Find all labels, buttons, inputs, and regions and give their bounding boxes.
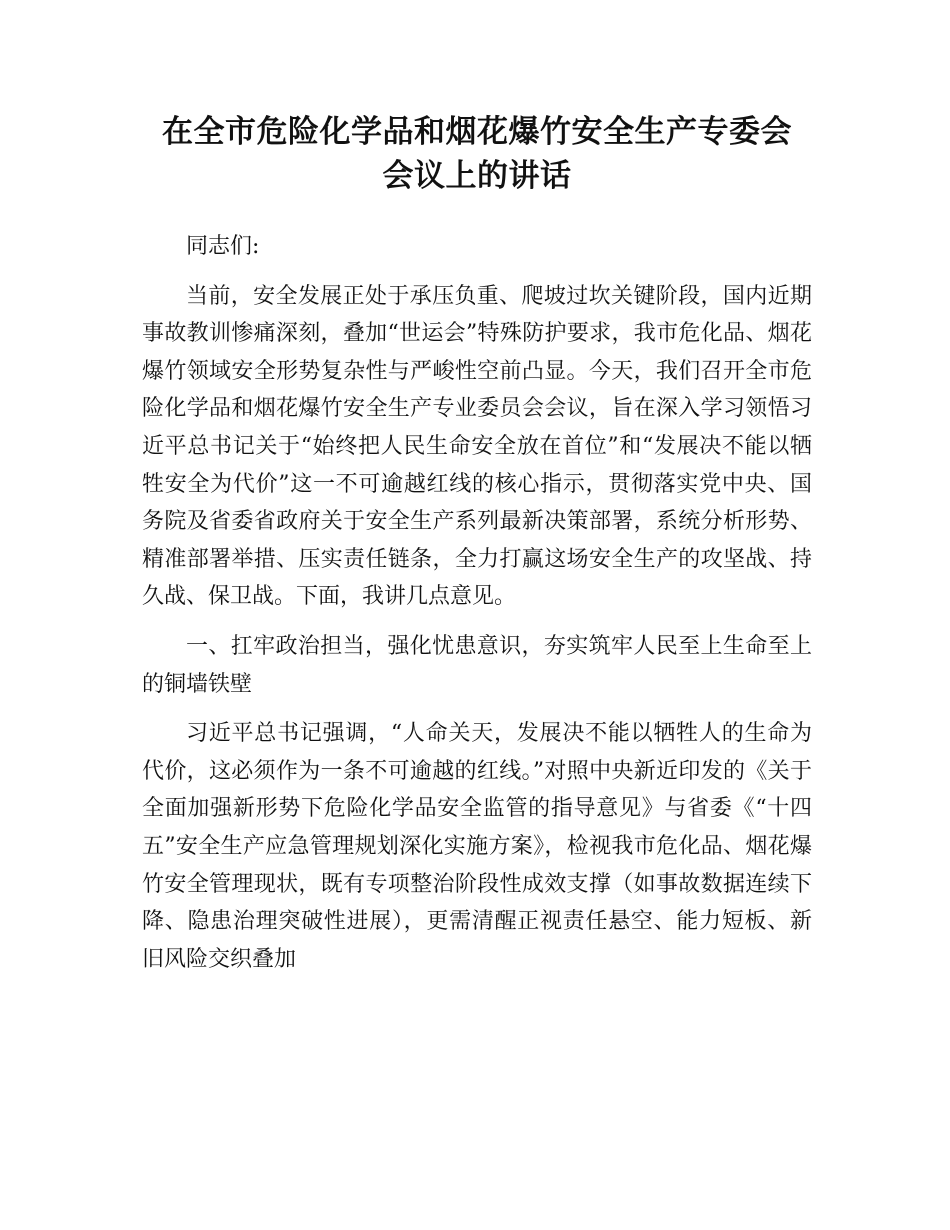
title-line-2: 会议上的讲话 [382,158,572,194]
document-body [142,228,812,978]
paragraph-section-1: 习近平总书记强调，“人命关天，发展决不能以牺牲人的生命为代价，这必须作为一条不可逾越的红线。”对照中央新近印发的《关于全面加强新形势下危险化学品安全监管的指导意见》与省委《“十四五”安全生产应急管理规划深化实施方案》，检视我市危化品、烟花爆竹安全管理现状，既有专项整治阶段性成效支撑（如事故数据连续下降、隐患治理突破性进展），更需清醒正视责任悬空、能力短板、新旧风险交织叠加 [142,721,812,972]
section-heading-1: 一、扛牢政治担当，强化忧患意识，夯实筑牢人民至上生命至上的铜墙铁壁 [142,633,812,697]
document-title [142,110,812,198]
document-page [142,110,812,978]
paragraph-intro: 当前，安全发展正处于承压负重、爬坡过坎关键阶段，国内近期事故教训惨痛深刻，叠加“世运会”特殊防护要求，我市危化品、烟花爆竹领域安全形势复杂性与严峻性空前凸显。今天，我们召开全市危险化学品和烟花爆竹安全生产专业委员会会议，旨在深入学习领悟习近平总书记关于“始终把人民生命安全放在首位”和“发展决不能以牺牲安全为代价”这一不可逾越红线的核心指示，贯彻落实党中央、国务院及省委省政府关于安全生产系列最新决策部署，系统分析形势、精准部署举措、压实责任链条，全力打赢这场安全生产的攻坚战、持久战、保卫战。下面，我讲几点意见。 [142,283,812,610]
title-line-1: 在全市危险化学品和烟花爆竹安全生产专委会 [162,114,792,150]
salutation: 同志们: [186,234,260,259]
